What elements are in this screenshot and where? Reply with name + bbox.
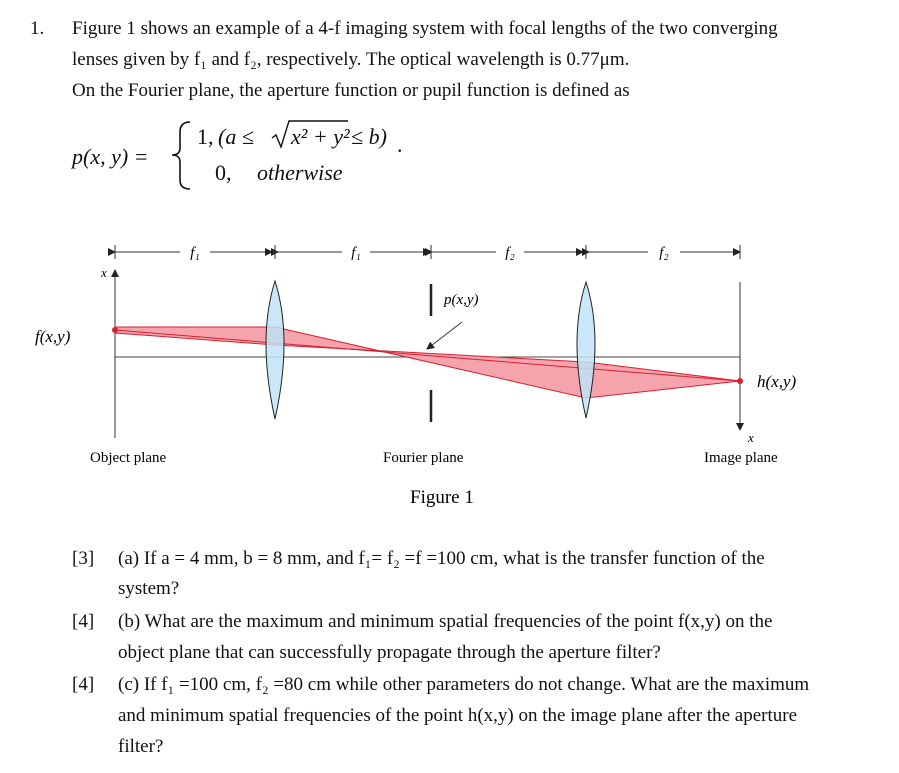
- left-brace: [168, 118, 198, 192]
- case2-condition: otherwise: [257, 160, 343, 185]
- focal-dimension-line: [115, 245, 740, 259]
- case1-condition-a: (a ≤: [218, 124, 254, 149]
- part-c-line-3: filter?: [118, 736, 164, 757]
- equation-lhs: p(x, y) =: [72, 144, 149, 169]
- part-b-marks: [4]: [72, 611, 95, 632]
- four-f-diagram: [0, 235, 899, 515]
- intro-line-3: On the Fourier plane, the aperture function or pupil function is defined as: [72, 80, 630, 101]
- aperture-label: p(x,y): [444, 292, 479, 308]
- case1-value: 1,: [197, 124, 214, 149]
- lens-1: [266, 281, 284, 419]
- dim-label-f1-b: f₁: [351, 245, 361, 261]
- part-c-line-1: (c) If f₁ =100 cm, f₂ =80 cm while other parameters do not change. What are the maximum: [118, 674, 810, 695]
- part-a-marks: [3]: [72, 548, 95, 569]
- part-b-line-2: object plane that can successfully propagate through the aperture filter?: [118, 642, 661, 663]
- part-c-marks: [4]: [72, 674, 95, 695]
- figure-caption: Figure 1: [410, 487, 474, 508]
- image-x-axis-label: x: [748, 430, 754, 445]
- dim-label-f2-b: f₂: [659, 245, 669, 261]
- intro-line-1: Figure 1 shows an example of a 4-f imaging system with focal lengths of the two converging: [72, 18, 778, 39]
- image-plane-label: Image plane: [704, 450, 778, 466]
- output-function-label: h(x,y): [757, 372, 797, 391]
- input-point: [112, 327, 118, 333]
- input-function-label: f(x,y): [35, 327, 71, 346]
- case1-condition-b: ≤ b): [351, 124, 387, 149]
- part-b-line-1: (b) What are the maximum and minimum spatial frequencies of the point f(x,y) on the: [118, 611, 773, 632]
- aperture-pointer-arrow: [427, 322, 462, 349]
- intro-line-2: lenses given by f₁ and f₂, respectively. The optical wavelength is 0.77μm.: [72, 49, 630, 70]
- output-point: [737, 378, 743, 384]
- question-number: 1.: [30, 18, 45, 39]
- equation-period: .: [397, 132, 403, 157]
- case2-value: 0,: [215, 160, 232, 185]
- dim-label-f1-a: f₁: [190, 245, 200, 261]
- object-plane-label: Object plane: [90, 450, 167, 466]
- case1-sqrt-arg: x² + y²: [291, 124, 350, 149]
- dim-label-f2-a: f₂: [505, 245, 515, 261]
- chief-ray: [115, 330, 740, 381]
- object-x-axis-label: x: [101, 265, 107, 280]
- part-a-line-2: system?: [118, 578, 180, 599]
- part-c-line-2: and minimum spatial frequencies of the point h(x,y) on the image plane after the aperture: [118, 705, 798, 726]
- fourier-plane-label: Fourier plane: [383, 450, 464, 466]
- part-a-line-1: (a) If a = 4 mm, b = 8 mm, and f₁= f₂ =f =100 cm, what is the transfer function of the: [118, 548, 765, 569]
